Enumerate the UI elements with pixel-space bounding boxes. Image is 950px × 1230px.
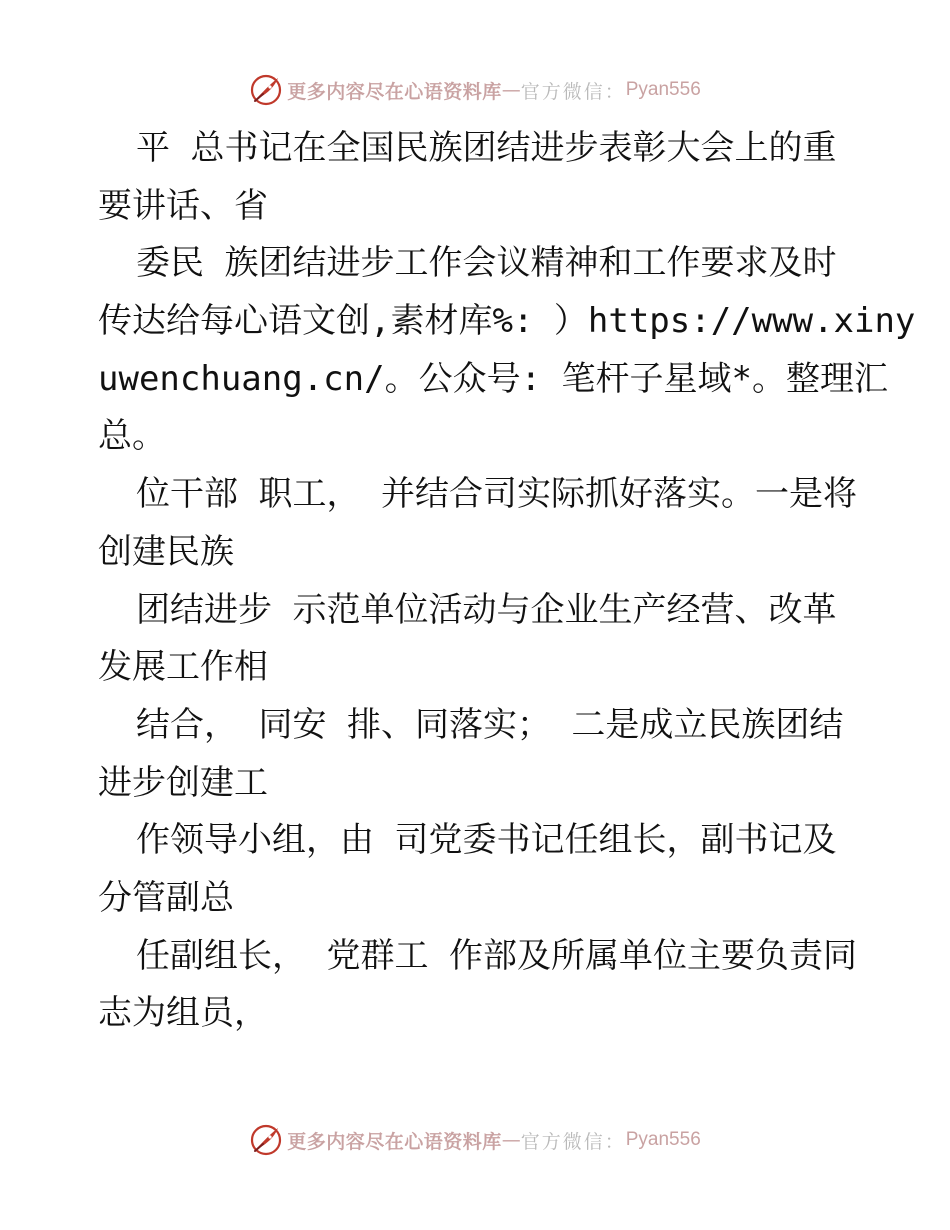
banner-wechat-id: Pyan556 [625,79,701,100]
text-line: 团结进步 示范单位活动与企业生产经营、改革 [136,589,837,630]
footer-banner [0,1120,950,1160]
text-line: uwenchuang.cn/。公众号: 笔杆子星域*。整理汇 [98,358,888,399]
text-line: 要讲话、省 [98,185,268,226]
feather-pen-icon [249,1123,283,1157]
header-banner [0,70,950,110]
text-line: 志为组员， [98,993,268,1034]
text-line: 作领导小组，由 司党委书记任组长，副书记及 [136,820,837,861]
text-line: 分管副总 [98,877,234,918]
banner-title: 更多内容尽在心语资料库 [287,80,502,103]
banner-wechat-label: 官方微信： [520,80,626,103]
footer-banner-content[interactable] [249,1123,701,1157]
banner-wechat-label: 官方微信： [520,1130,626,1153]
text-line: 任副组长， 党群工 作部及所属单位主要负责同 [136,935,857,976]
text-line: 结合， 同安 排、同落实； 二是成立民族团结 [136,704,844,745]
document-body [98,120,916,1043]
text-line: 平 总书记在全国民族团结进步表彰大会上的重 [136,128,837,168]
banner-dash: — [501,1129,521,1151]
banner-wechat-id: Pyan556 [625,1129,701,1150]
text-line: 位干部 职工， 并结合司实际抓好落实。一是将 [136,474,857,515]
text-line: 传达给每心语文创,素材库%: ）https://www.xiny [98,301,916,342]
text-line: 进步创建工 [98,762,268,803]
text-line: 创建民族 [98,531,234,572]
feather-pen-icon [249,73,283,107]
text-line: 发展工作相 [98,647,268,688]
banner-title: 更多内容尽在心语资料库 [287,1130,502,1153]
text-line: 委民 族团结进步工作会议精神和工作要求及时 [136,243,837,284]
header-banner-content[interactable] [249,73,701,107]
banner-dash: — [501,79,521,101]
text-line: 总。 [98,416,166,457]
